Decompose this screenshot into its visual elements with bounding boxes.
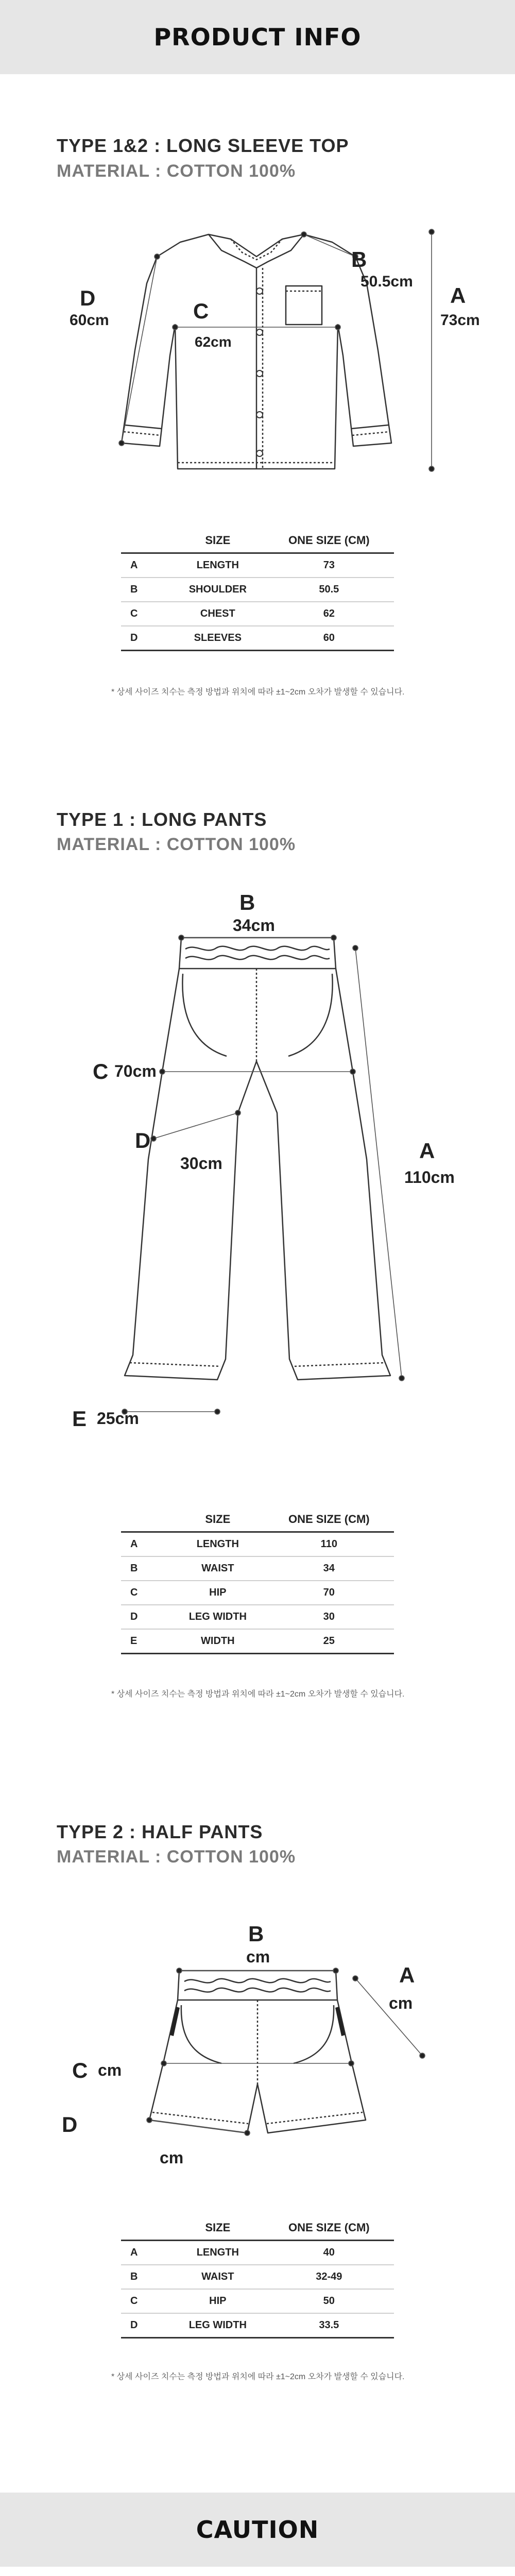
- long-pants-label-e-value: 25cm: [97, 1409, 139, 1428]
- long-pants-label-d-value: 30cm: [180, 1154, 222, 1173]
- half-pants-label-b-letter: B: [248, 1922, 264, 1946]
- table-row: A LENGTH 73: [121, 553, 394, 578]
- half-pants-label-a-letter: A: [399, 1963, 415, 1987]
- table-header: [121, 1510, 171, 1532]
- half-pants-label-c-value: cm: [98, 2061, 122, 2079]
- caution-banner: [0, 2493, 515, 2567]
- top-label-a-letter: A: [450, 283, 466, 308]
- half-pants-label-b-value: cm: [246, 1947, 270, 1966]
- top-label-b-letter: B: [351, 247, 367, 272]
- table-header: SIZE: [205, 534, 231, 547]
- table-row: D SLEEVES 60: [121, 626, 394, 651]
- table-row: A LENGTH 40: [121, 2241, 394, 2265]
- table-header: [121, 2218, 171, 2241]
- half-pants-size-table: [121, 2218, 394, 2338]
- top-label-c-letter: C: [193, 299, 209, 323]
- half-pants-size-note: * 상세 사이즈 치수는 측정 방법과 위치에 따라 ±1~2cm 오차가 발생할 수 있습니다.: [111, 2372, 405, 2381]
- top-label-b-value: 50.5cm: [360, 273, 413, 290]
- long-pants-label-c-value: 70cm: [114, 1062, 157, 1080]
- table-row: E WIDTH 25: [121, 1629, 394, 1654]
- long-pants-label-a-value: 110cm: [404, 1168, 455, 1187]
- table-header: SIZE: [205, 1513, 231, 1526]
- long-pants-label-d-letter: D: [135, 1128, 151, 1153]
- half-pants-label-c-letter: C: [72, 2058, 88, 2082]
- top-label-a-value: 73cm: [440, 312, 480, 329]
- table-row: A LENGTH 110: [121, 1532, 394, 1557]
- top-label-c-value: 62cm: [195, 334, 232, 350]
- table-row: D LEG WIDTH 33.5: [121, 2313, 394, 2338]
- long-pants-label-e-letter: E: [72, 1406, 87, 1431]
- table-header: ONE SIZE (CM): [288, 2221, 370, 2234]
- half-pants-label-d-value: cm: [160, 2148, 184, 2167]
- table-header: ONE SIZE (CM): [288, 534, 370, 547]
- long-sleeve-top-illustration: [0, 201, 515, 489]
- long-pants-size-table: [121, 1510, 394, 1654]
- top-type-title: TYPE 1&2 : LONG SLEEVE TOP: [57, 135, 349, 156]
- long-pants-size-note: * 상세 사이즈 치수는 측정 방법과 위치에 따라 ±1~2cm 오차가 발생할 수 있습니다.: [111, 1690, 405, 1699]
- table-row: D LEG WIDTH 30: [121, 1605, 394, 1629]
- page-title: PRODUCT INFO: [153, 23, 362, 51]
- top-size-table: [121, 531, 394, 651]
- table-row: C CHEST 62: [121, 602, 394, 626]
- table-header: SIZE: [205, 2221, 231, 2234]
- top-label-d-letter: D: [80, 286, 96, 310]
- top-diagram: [0, 201, 515, 489]
- long-pants-label-c-letter: C: [93, 1059, 109, 1083]
- table-row: B WAIST 32-49: [121, 2265, 394, 2289]
- half-pants-diagram: [0, 1891, 515, 2179]
- caution-title: CAUTION: [196, 2516, 319, 2544]
- long-pants-material: MATERIAL : COTTON 100%: [57, 835, 296, 854]
- table-row: B WAIST 34: [121, 1556, 394, 1581]
- table-row: C HIP 70: [121, 1581, 394, 1605]
- half-pants-material: MATERIAL : COTTON 100%: [57, 1847, 296, 1867]
- table-header: [121, 531, 171, 553]
- half-pants-label-a-value: cm: [389, 1994, 413, 2012]
- top-size-note: * 상세 사이즈 치수는 측정 방법과 위치에 따라 ±1~2cm 오차가 발생할 수 있습니다.: [111, 688, 405, 697]
- long-pants-label-b-value: 34cm: [233, 916, 275, 935]
- table-row: B SHOULDER 50.5: [121, 578, 394, 602]
- half-pants-type-title: TYPE 2 : HALF PANTS: [57, 1821, 263, 1842]
- long-pants-label-a-letter: A: [419, 1139, 435, 1163]
- long-pants-label-b-letter: B: [239, 890, 255, 914]
- table-header: ONE SIZE (CM): [288, 1513, 370, 1526]
- top-material: MATERIAL : COTTON 100%: [57, 161, 296, 181]
- table-row: C HIP 50: [121, 2289, 394, 2313]
- long-pants-type-title: TYPE 1 : LONG PANTS: [57, 809, 267, 830]
- top-label-d-value: 60cm: [70, 312, 109, 329]
- product-info-banner: [0, 0, 515, 74]
- half-pants-label-d-letter: D: [62, 2112, 78, 2137]
- long-pants-diagram: [0, 891, 515, 1448]
